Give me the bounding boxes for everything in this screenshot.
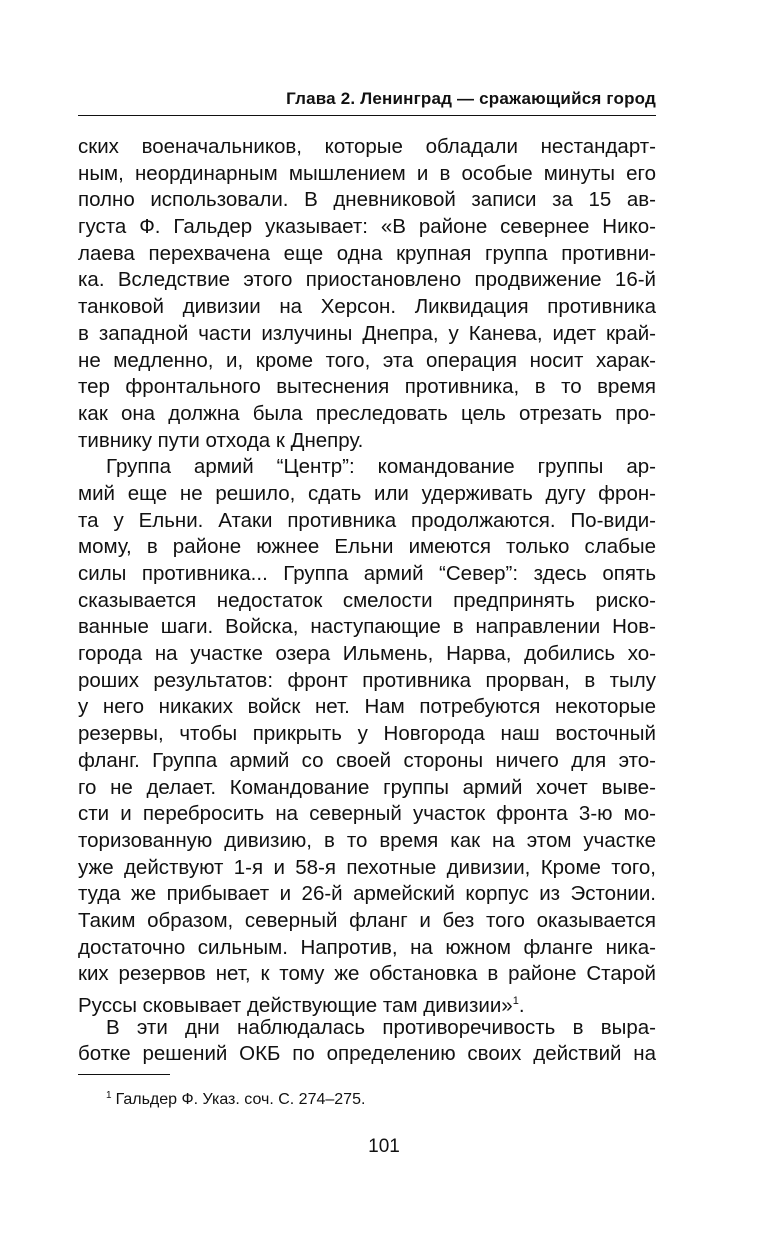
text-line: ным, неординарным мышлением и в особые минуты его	[78, 161, 656, 185]
text-line: мий еще не решило, сдать или удерживать дугу фрон-	[78, 481, 656, 505]
text-line: у него никаких войск нет. Нам потребуются некоторые	[78, 695, 656, 719]
text-line: та у Ельни. Атаки противника продолжаются. По-види-	[78, 508, 656, 532]
footnote-marker: 1	[106, 1090, 112, 1101]
text-line: Таким образом, северный фланг и без того оказывается	[78, 908, 656, 932]
text-line: полно использовали. В дневниковой записи за 15 ав-	[78, 188, 656, 212]
text-line: В эти дни наблюдалась противоречивость в выра-	[106, 1015, 656, 1039]
running-head-rule	[78, 115, 656, 116]
text-line-content: Руссы сковывает действующие там дивизии»	[78, 994, 513, 1017]
text-line-with-footnote-ref	[78, 988, 656, 1015]
text-line: сти и перебросить на северный участок фронта 3-ю мо-	[78, 802, 656, 826]
text-line-tail: .	[518, 994, 525, 1017]
text-line: ких резервов нет, к тому же обстановка в районе Старой	[78, 962, 656, 986]
text-line: Группа армий “Центр”: командование группы ар-	[106, 455, 656, 479]
text-line: тивнику пути отхода к Днепру.	[78, 428, 364, 452]
footnote-rule	[78, 1074, 170, 1075]
running-head: Глава 2. Ленинград — сражающийся город	[286, 89, 656, 108]
text-line: силы противника... Группа армий “Север”: здесь опять	[78, 562, 656, 585]
text-line: как она должна была преследовать цель отрезать про-	[78, 401, 656, 425]
text-line: сказывается недостаток смелости предпринять риско-	[78, 588, 656, 612]
text-line: торизованную дивизию, в то время как на этом участке	[78, 828, 656, 852]
text-line: роших результатов: фронт противника прорван, в тылу	[78, 668, 656, 692]
text-line: фланг. Группа армий со своей стороны ничего для это-	[78, 748, 656, 772]
text-line: резервы, чтобы прикрыть у Новгорода наш восточный	[78, 722, 656, 746]
page-number: 101	[368, 1136, 400, 1157]
text-line: лаева перехвачена еще одна крупная группа противни-	[78, 241, 656, 265]
text-line: тер фронтального вытеснения противника, в то время	[78, 375, 656, 399]
text-line: густа Ф. Гальдер указывает: «В районе севернее Нико-	[78, 215, 656, 239]
text-line: ка. Вследствие этого приостановлено продвижение 16-й	[78, 268, 656, 292]
text-line: го не делает. Командование группы армий хочет выве-	[78, 775, 656, 799]
text-line: ских военачальников, которые обладали нестандарт-	[78, 135, 656, 158]
text-line: не медленно, и, кроме того, эта операция носит харак-	[78, 348, 656, 372]
text-line: в западной части излучины Днепра, у Канева, идет край-	[78, 321, 656, 345]
text-line: танковой дивизии на Херсон. Ликвидация противника	[78, 295, 656, 319]
footnote-reference[interactable]: 1	[512, 995, 519, 1007]
text-line: туда же прибывает и 26-й армейский корпус из Эстонии.	[78, 882, 656, 906]
body-text	[78, 134, 656, 1068]
text-line: уже действуют 1-я и 58-я пехотные дивизии, Кроме того,	[78, 855, 656, 879]
text-line: ботке решений ОКБ по определению своих действий на	[78, 1042, 656, 1066]
footnote-text: Гальдер Ф. Указ. соч. С. 274–275.	[115, 1091, 366, 1108]
text-line: достаточно сильным. Напротив, на южном фланге ника-	[78, 935, 656, 959]
text-line: города на участке озера Ильмень, Нарва, добились хо-	[78, 642, 656, 666]
footnote	[106, 1086, 365, 1110]
text-line: ванные шаги. Войска, наступающие в направлении Нов-	[78, 615, 656, 639]
text-line: мому, в районе южнее Ельни имеются только слабые	[78, 535, 656, 559]
